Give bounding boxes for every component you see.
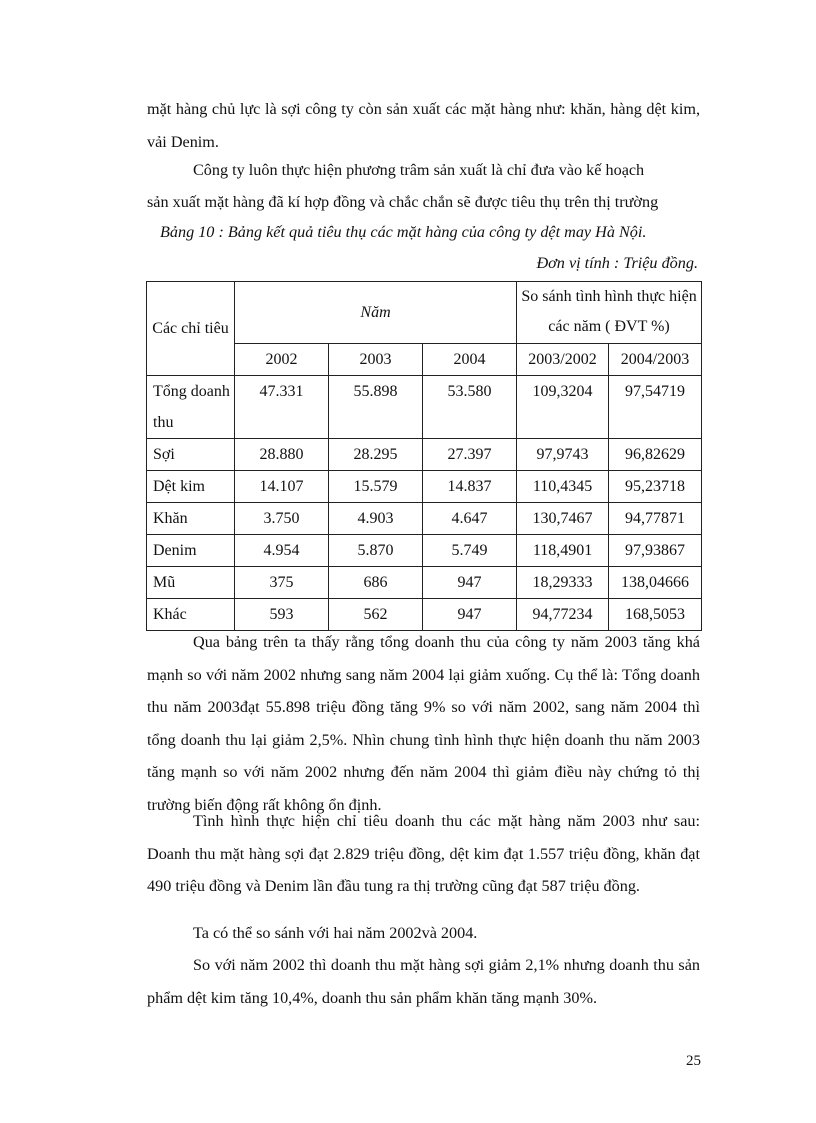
table-row (147, 439, 702, 471)
cell-2004: 5.749 (423, 535, 517, 567)
cell-2004: 14.837 (423, 471, 517, 503)
cell-2004: 4.647 (423, 503, 517, 535)
row-label: Dệt kim (147, 471, 235, 503)
paragraph-compare-details: So với năm 2002 thì doanh thu mặt hàng sợi giảm 2,1% nhưng doanh thu sản phẩm dệt kim tăng 10,4%, doanh thu sản phẩm khăn tăng mạnh 30%. (147, 956, 700, 1007)
col-2004-2003: 2004/2003 (609, 344, 702, 376)
cell-2004-2003: 96,82629 (609, 439, 702, 471)
row-label: Khác (147, 599, 235, 631)
cell-2003-2002: 130,7467 (517, 503, 609, 535)
col-2003: 2003 (329, 344, 423, 376)
col-2003-2002: 2003/2002 (517, 344, 609, 376)
cell-2002: 28.880 (235, 439, 329, 471)
cell-2004-2003: 97,93867 (609, 535, 702, 567)
cell-2004-2003: 94,77871 (609, 503, 702, 535)
table-row (147, 503, 702, 535)
cell-2003-2002: 109,3204 (517, 376, 609, 439)
paragraph-plan-line1: Công ty luôn thực hiện phương trâm sản xuất là chỉ đưa vào kế hoạch (193, 161, 645, 179)
cell-2003-2002: 18,29333 (517, 567, 609, 599)
table-row (147, 535, 702, 567)
cell-2003: 28.295 (329, 439, 423, 471)
cell-2002: 593 (235, 599, 329, 631)
cell-2004: 27.397 (423, 439, 517, 471)
table-caption: Bảng 10 : Bảng kết quả tiêu thụ các mặt hàng của công ty dệt may Hà Nội. (160, 223, 647, 241)
header-criteria: Các chỉ tiêu (147, 282, 235, 376)
cell-2003: 4.903 (329, 503, 423, 535)
col-2004: 2004 (423, 344, 517, 376)
cell-2004-2003: 97,54719 (609, 376, 702, 439)
cell-2002: 375 (235, 567, 329, 599)
row-label: Denim (147, 535, 235, 567)
paragraph-intro: mặt hàng chủ lực là sợi công ty còn sản xuất các mặt hàng như: khăn, hàng dệt kim, vải Denim. (147, 100, 700, 151)
header-year: Năm (235, 282, 517, 344)
table-row (147, 376, 702, 439)
cell-2003: 15.579 (329, 471, 423, 503)
cell-2003-2002: 97,9743 (517, 439, 609, 471)
paragraph-2003-details: Tình hình thực hiện chỉ tiêu doanh thu các mặt hàng năm 2003 như sau: Doanh thu mặt hàng sợi đạt 2.829 triệu đồng, dệt kim đạt 1.557 triệu đồng, khăn đạt 490 triệu đồng và Denim lần đầu tung ra thị trường cũng đạt 587 triệu đồng. (147, 812, 700, 895)
cell-2003: 5.870 (329, 535, 423, 567)
cell-2002: 14.107 (235, 471, 329, 503)
paragraph-plan-line2: sản xuất mặt hàng đã kí hợp đồng và chắc chắn sẽ được tiêu thụ trên thị trường (147, 193, 659, 211)
cell-2003-2002: 118,4901 (517, 535, 609, 567)
header-compare: So sánh tình hình thực hiện các năm ( ĐVT %) (517, 282, 702, 344)
cell-2004: 947 (423, 599, 517, 631)
table-header-row (147, 282, 702, 344)
row-label: Mũ (147, 567, 235, 599)
paragraph-analysis: Qua bảng trên ta thấy rằng tổng doanh thu của công ty năm 2003 tăng khá mạnh so với năm 2002 nhưng sang năm 2004 lại giảm xuống. Cụ thể là: Tổng doanh thu năm 2003đạt 55.898 triệu đồng tăng 9% so với năm 2002, sang năm 2004 thì tổng doanh thu lại giảm 2,5%. Nhìn chung tình hình thực hiện doanh thu năm 2003 tăng mạnh so với năm 2002 nhưng đến năm 2004 thì giảm điều này chứng tỏ thị trường biến động rất không ổn định. (147, 633, 700, 814)
cell-2004-2003: 95,23718 (609, 471, 702, 503)
cell-2002: 3.750 (235, 503, 329, 535)
cell-2003-2002: 110,4345 (517, 471, 609, 503)
page-number: 25 (686, 1053, 701, 1069)
cell-2003-2002: 94,77234 (517, 599, 609, 631)
row-label: Tổng doanh thu (147, 376, 235, 439)
cell-2004-2003: 168,5053 (609, 599, 702, 631)
cell-2003: 562 (329, 599, 423, 631)
cell-2002: 47.331 (235, 376, 329, 439)
cell-2004: 947 (423, 567, 517, 599)
row-label: Khăn (147, 503, 235, 535)
sales-results-table (146, 281, 702, 631)
row-label: Sợi (147, 439, 235, 471)
table-row (147, 471, 702, 503)
cell-2004: 53.580 (423, 376, 517, 439)
col-2002: 2002 (235, 344, 329, 376)
cell-2004-2003: 138,04666 (609, 567, 702, 599)
cell-2003: 55.898 (329, 376, 423, 439)
table-unit: Đơn vị tính : Triệu đồng. (536, 254, 698, 272)
cell-2002: 4.954 (235, 535, 329, 567)
paragraph-compare-intro: Ta có thể so sánh với hai năm 2002và 2004. (193, 924, 478, 942)
cell-2003: 686 (329, 567, 423, 599)
table-row (147, 567, 702, 599)
